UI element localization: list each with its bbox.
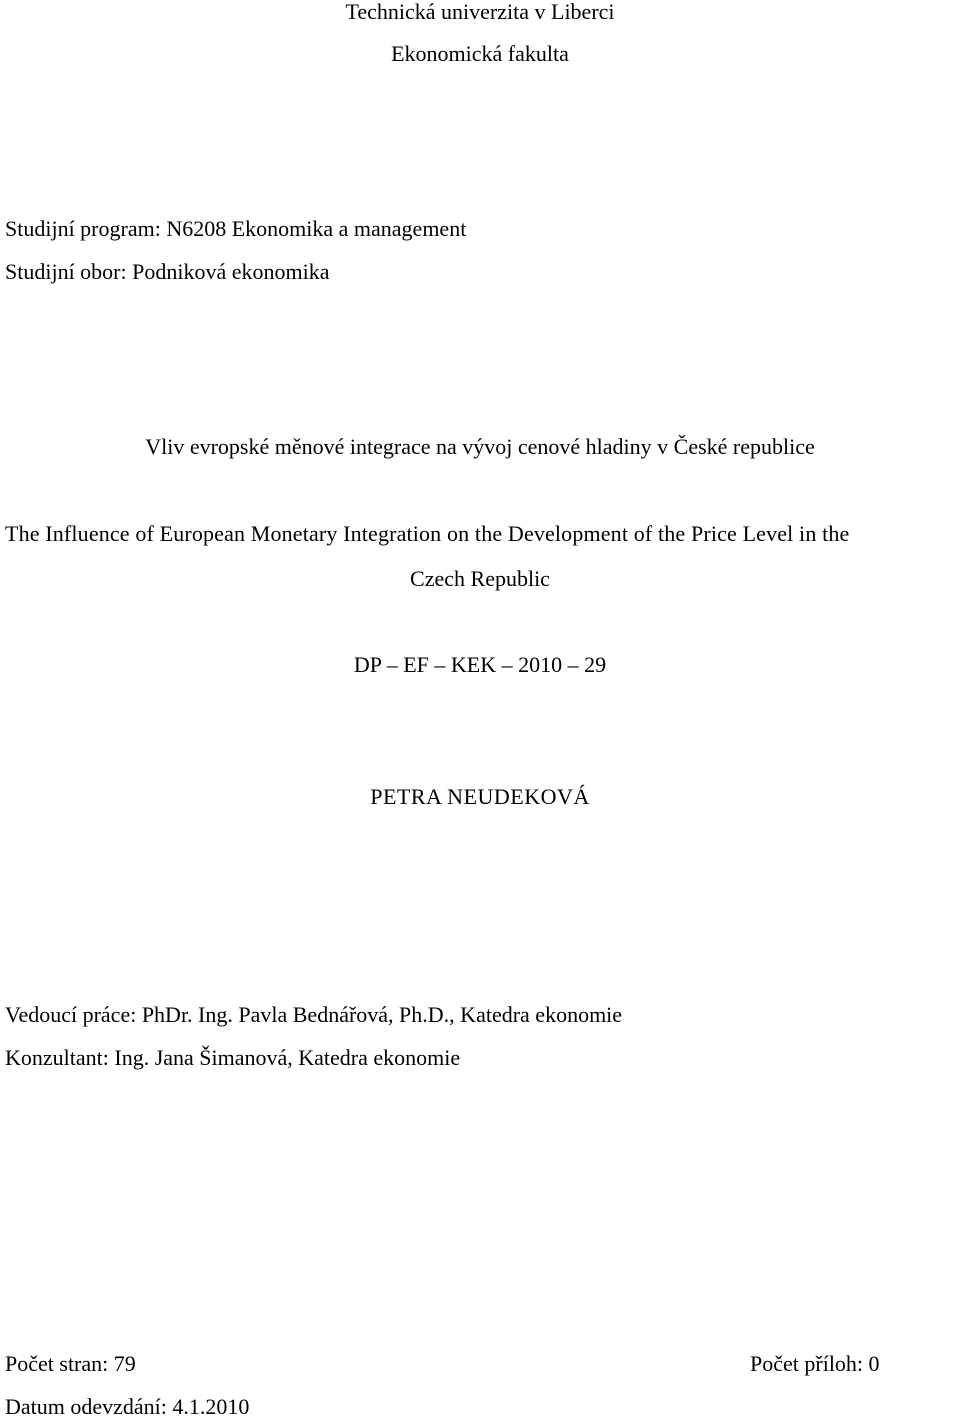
supervisor: Vedoucí práce: PhDr. Ing. Pavla Bednářová, Ph.D., Katedra ekonomie [5,1002,623,1027]
consultant: Konzultant: Ing. Jana Šimanová, Katedra ekonomie [5,1045,461,1070]
attachment-count: Počet příloh: 0 [750,1351,880,1376]
thesis-title-english-line-2: Czech Republic [410,566,550,591]
thesis-title-english-line-1: The Influence of European Monetary Integration on the Development of the Price Level in the [5,521,850,546]
study-program: Studijní program: N6208 Ekonomika a management [5,216,467,241]
page-count: Počet stran: 79 [5,1351,136,1376]
thesis-title-czech: Vliv evropské měnové integrace na vývoj cenové hladiny v České republice [145,434,815,459]
faculty-name: Ekonomická fakulta [391,41,569,66]
university-name: Technická univerzita v Liberci [345,0,615,24]
study-field: Studijní obor: Podniková ekonomika [5,259,330,284]
thesis-code: DP – EF – KEK – 2010 – 29 [353,652,607,677]
submission-date: Datum odevzdání: 4.1.2010 [5,1394,250,1419]
author-name: PETRA NEUDEKOVÁ [370,784,590,809]
